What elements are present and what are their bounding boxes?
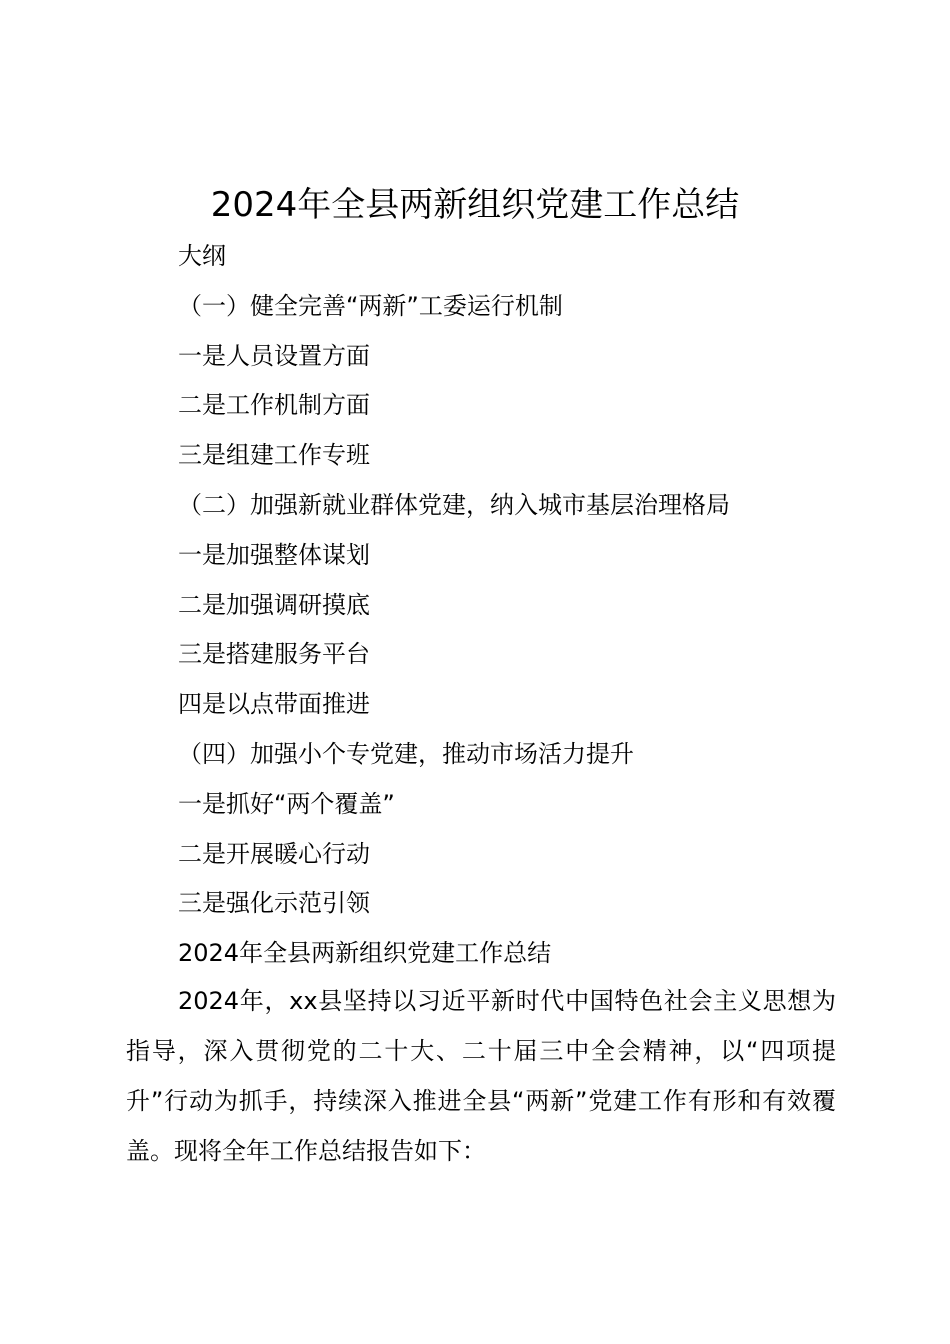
outline-item: 二是工作机制方面: [178, 391, 370, 420]
outline-item: 一是抓好“两个覆盖”: [178, 789, 395, 818]
outline-item: 二是开展暖心行动: [178, 839, 370, 868]
outline-item: （一）健全完善“两新”工委运行机制: [178, 291, 563, 320]
outline-item: 三是搭建服务平台: [178, 640, 370, 669]
outline-item: 三是强化示范引领: [178, 889, 370, 918]
outline-item: 一是人员设置方面: [178, 341, 370, 370]
outline-list: [178, 232, 878, 979]
outline-item: 二是加强调研摸底: [178, 590, 370, 619]
body-paragraph: 2024年，xx县坚持以习近平新时代中国特色社会主义思想为指导，深入贯彻党的二十大、二十届三中全会精神，以“四项提升”行动为抓手，持续深入推进全县“两新”党建工作有形和有效覆盖。现将全年工作总结报告如下：: [126, 987, 836, 1165]
outline-heading: 大纲: [178, 242, 226, 270]
section-title: 2024年全县两新组织党建工作总结: [178, 939, 552, 968]
outline-item: 四是以点带面推进: [178, 690, 370, 719]
outline-item: （四）加强小个专党建，推动市场活力提升: [178, 739, 634, 768]
outline-item: 三是组建工作专班: [178, 441, 370, 470]
outline-item: （二）加强新就业群体党建，纳入城市基层治理格局: [178, 490, 730, 519]
outline-item: 一是加强整体谋划: [178, 540, 370, 569]
document-title: 2024年全县两新组织党建工作总结: [210, 185, 740, 225]
